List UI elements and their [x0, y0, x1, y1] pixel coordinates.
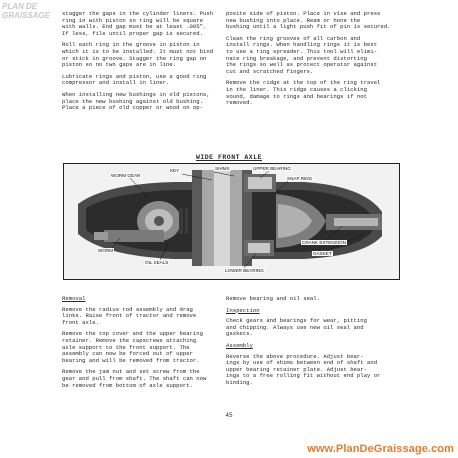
text-line: which it is to be installed. It must not bind: [62, 47, 214, 55]
text-line: gaskets.: [226, 330, 253, 338]
removal-heading: Removal: [62, 295, 86, 302]
text-line: nate ring breakage, and prevent distorting: [226, 54, 367, 62]
text-line: bearing and will be removed from tractor.: [62, 356, 200, 364]
text-line: Remove the top cover and the upper bearing: [62, 330, 203, 338]
logo-line-2: GRAISSAGE: [2, 11, 51, 20]
watermark-logo: [2, 2, 54, 28]
text-line: Remove the jam nut and set screw from the: [62, 368, 200, 376]
text-line: stagger the gaps in the cylinder liners. Push: [62, 10, 214, 17]
text-line: ring in with piston so ring will be square: [62, 16, 203, 24]
bottom-left-column: [62, 296, 227, 394]
text-line: upper bearing retainer plate. Adjust bear-: [226, 365, 367, 373]
text-line: Place a piece of old copper or wood on op-: [62, 104, 203, 112]
text-line: be removed from bottom of axle support.: [62, 381, 193, 389]
inspection-heading: Inspection: [226, 306, 260, 314]
paragraph: [62, 331, 227, 364]
text-line: posite side of piston. Place in vise and press: [226, 10, 381, 17]
figure-title: WIDE FRONT AXLE: [195, 154, 262, 161]
label-shims: SHIMS: [215, 166, 230, 171]
text-line: to use a ring spreader. This tool will elimi-: [226, 47, 378, 55]
label-gasket: GASKET: [313, 251, 332, 256]
paragraph: [62, 92, 227, 112]
label-worm: WORM: [98, 248, 114, 253]
text-line: Remove the radius rod assembly and drag: [62, 305, 193, 313]
text-line: ings by use of shims between end of shaft and: [226, 359, 378, 367]
text-line: Remove bearing and oil seal.: [226, 295, 320, 302]
top-right-column: [226, 11, 401, 112]
axle-cutaway-drawing: [64, 164, 399, 279]
assembly-paragraph: [226, 354, 401, 387]
label-oil-seals: OIL SEALS: [145, 260, 169, 265]
text-line: Reverse the above procedure. Adjust bear-: [226, 352, 364, 360]
axle-cutaway-figure: [63, 163, 400, 280]
paragraph: [62, 307, 227, 327]
paragraph: [62, 74, 227, 87]
label-worm-gear: WORM GEAR: [111, 173, 141, 178]
text-line: assembly can now be forced out of upper: [62, 350, 193, 358]
text-line: gear and pull from shaft. The shaft can now: [62, 374, 207, 382]
text-line: new bushing into place. Ream or hone the: [226, 16, 361, 24]
site-watermark: www.PlanDeGraissage.com: [307, 443, 454, 455]
text-line: or stick in groove. Stagger the ring gap on: [62, 54, 207, 62]
text-line: Lubricate rings and piston, use a good ring: [62, 72, 207, 80]
text-line: and chipping. Always use new oil seal and: [226, 323, 364, 331]
bearing-removal-paragraph: [226, 296, 401, 303]
label-crank-extension: CRANK EXTENSION: [302, 240, 346, 245]
text-line: compressor and install in liner.: [62, 79, 170, 87]
text-line: Check gears and bearings for wear, pitting: [226, 317, 367, 325]
text-line: ings to a free rolling fit without end play or: [226, 372, 381, 380]
paragraph: [62, 42, 227, 68]
paragraph: [226, 80, 401, 106]
paragraph: [62, 369, 227, 389]
text-line: in the liner. This ridge causes a clicking: [226, 85, 367, 93]
text-line: Clean the ring grooves of all carbon and: [226, 34, 361, 42]
logo-line-1: PLAN DE: [2, 2, 38, 11]
text-line: Remove the ridge at the top of the ring travel: [226, 79, 381, 87]
text-line: removed.: [226, 99, 253, 107]
label-upper-bearing: UPPER BEARING: [253, 166, 291, 171]
text-line: bushing until a light push fit of pin is secured.: [226, 23, 391, 31]
paragraph: [226, 36, 401, 76]
text-line: links. Raise front of tractor and remove: [62, 312, 197, 320]
inspection-paragraph: [226, 318, 401, 338]
text-line: axle support to the front support. The: [62, 343, 190, 351]
text-line: sound, damage to rings and bearings if not: [226, 92, 367, 100]
label-snap-ring: SNAP RING: [287, 176, 313, 181]
text-line: If less, file until proper gap is secured.: [62, 29, 203, 37]
text-line: the rings so well as protect operator against: [226, 61, 378, 69]
text-line: front axle.: [62, 318, 99, 326]
label-lower-bearing: LOWER BEARING: [225, 268, 264, 273]
text-line: cut and scratched fingers.: [226, 67, 314, 75]
page-number: 45: [225, 412, 233, 419]
assembly-heading: Assembly: [226, 341, 253, 349]
top-left-column: [62, 11, 227, 117]
text-line: retainer. Remove the capscrews attaching: [62, 336, 197, 344]
text-line: When installing new bushings in old pistons,: [62, 90, 210, 98]
label-key: KEY: [170, 168, 180, 173]
text-line: Roll each ring in the groove in piston in: [62, 41, 200, 49]
text-line: piston so no two gaps are in line.: [62, 61, 177, 69]
text-line: install rings. When handling rings it is best: [226, 41, 378, 49]
paragraph: [226, 11, 401, 31]
bottom-right-column: [226, 296, 401, 392]
text-line: binding.: [226, 378, 253, 386]
paragraph: [62, 11, 227, 37]
removal-paragraphs: [62, 307, 227, 390]
text-line: with walls. End gap must be at least .005".: [62, 23, 207, 31]
text-line: place the new bushing against old bushing.: [62, 97, 203, 105]
